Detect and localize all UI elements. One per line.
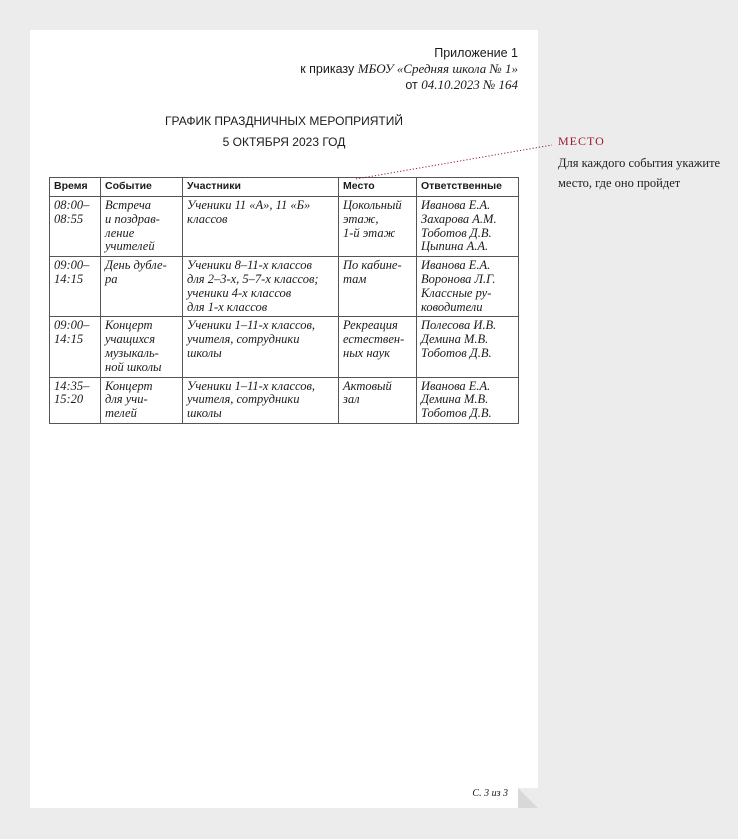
order-organization: МБОУ «Средняя школа № 1» xyxy=(357,61,518,76)
note-text: Для каждого события укажите место, где оно пройдет xyxy=(558,156,721,190)
document-title: ГРАФИК ПРАЗДНИЧНЫХ МЕРОПРИЯТИЙ xyxy=(165,114,403,128)
appendix-label: Приложение 1 xyxy=(434,46,518,60)
place-cell: Цокольный этаж, 1-й этаж xyxy=(339,197,417,257)
time-cell: 08:00– 08:55 xyxy=(50,197,101,257)
column-header: Время xyxy=(50,178,101,197)
time-cell: 14:35– 15:20 xyxy=(50,377,101,423)
schedule-table xyxy=(49,177,519,424)
order-reference xyxy=(300,61,518,77)
responsible-cell: Иванова Е.А. Воронова Л.Г. Классные ру- ководители xyxy=(417,257,519,317)
table-row xyxy=(50,377,519,423)
event-cell: Встреча и поздрав- ление учителей xyxy=(101,197,183,257)
column-header: Ответственные xyxy=(417,178,519,197)
event-cell: Концерт для учи- телей xyxy=(101,377,183,423)
responsible-cell: Иванова Е.А. Захарова А.М. Тоботов Д.В. Цыпина А.А. xyxy=(417,197,519,257)
column-header: Участники xyxy=(183,178,339,197)
date-number: 04.10.2023 № 164 xyxy=(421,77,518,92)
place-cell: По кабине- там xyxy=(339,257,417,317)
document-header xyxy=(300,46,518,93)
document-subtitle: 5 ОКТЯБРЯ 2023 ГОД xyxy=(222,135,346,149)
note-title: МЕСТО xyxy=(558,134,605,148)
page-number: С. 3 из 3 xyxy=(472,788,508,799)
margin-note xyxy=(558,134,728,193)
event-cell: Концерт учащихся музыкаль- ной школы xyxy=(101,317,183,377)
responsible-cell: Иванова Е.А. Демина М.В. Тоботов Д.В. xyxy=(417,377,519,423)
document-page xyxy=(30,30,538,808)
participants-cell: Ученики 1–11-х классов, учителя, сотрудники школы xyxy=(183,377,339,423)
responsible-cell: Полесова И.В. Демина М.В. Тоботов Д.В. xyxy=(417,317,519,377)
date-prefix: от xyxy=(405,78,418,92)
participants-cell: Ученики 8–11-х классов для 2–3-х, 5–7-х классов; ученики 4-х классов для 1-х классов xyxy=(183,257,339,317)
column-header: Событие xyxy=(101,178,183,197)
place-cell: Актовый зал xyxy=(339,377,417,423)
participants-cell: Ученики 1–11-х классов, учителя, сотрудники школы xyxy=(183,317,339,377)
page-fold-corner xyxy=(518,788,538,808)
table-row xyxy=(50,317,519,377)
table-row xyxy=(50,257,519,317)
order-prefix: к приказу xyxy=(300,62,355,76)
participants-cell: Ученики 11 «А», 11 «Б» классов xyxy=(183,197,339,257)
order-date xyxy=(300,77,518,93)
place-cell: Рекреация естествен- ных наук xyxy=(339,317,417,377)
column-header: Место xyxy=(339,178,417,197)
event-cell: День дубле- ра xyxy=(101,257,183,317)
table-row xyxy=(50,197,519,257)
time-cell: 09:00– 14:15 xyxy=(50,257,101,317)
time-cell: 09:00– 14:15 xyxy=(50,317,101,377)
table-header-row xyxy=(50,178,519,197)
